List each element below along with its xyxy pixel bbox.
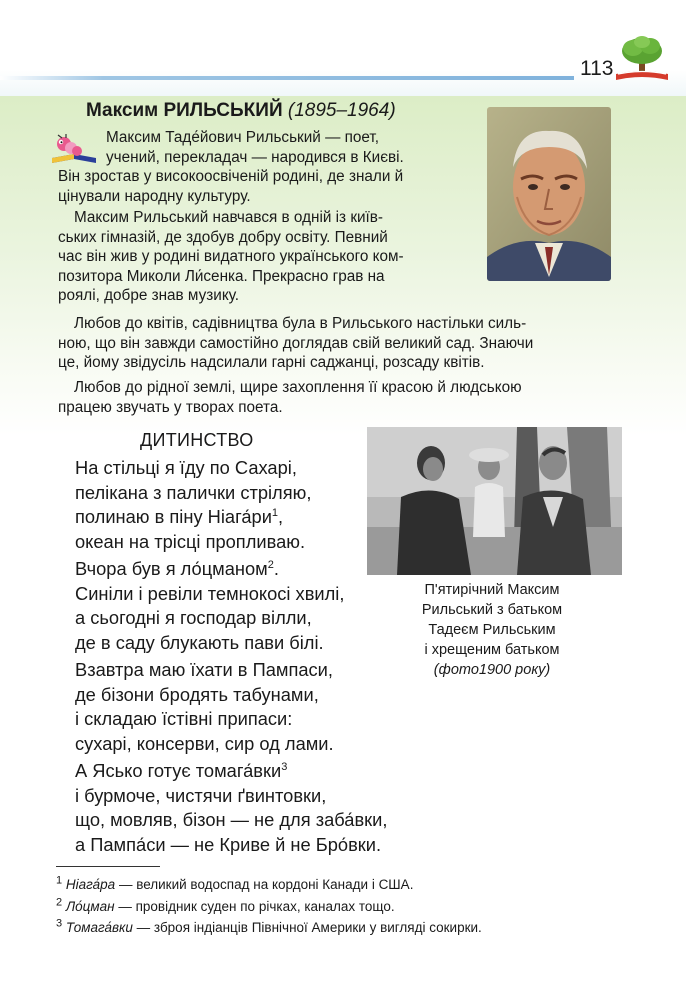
- footnote-divider: [56, 866, 160, 867]
- page-number: 113: [580, 57, 614, 80]
- tree-book-icon: [612, 34, 672, 82]
- bio-paragraph-3: Любов до квітів, садівництва була в Рильського настільки силь- ною, що він завжди самостійно доглядав свій великий сад. Знаючи це, йому звідусіль надсилали гарні саджанці, розсаду квітів.: [58, 315, 534, 371]
- footnote-3: $^3$ Томага́вки — зброя індіанців Північної Америки у вигляді сокирки.: [56, 917, 482, 935]
- footnote-ref-1[interactable]: 1: [271, 506, 279, 519]
- bio-paragraph-1a: Максим Таде́йович Рильський — поет, учений, перекладач — народився в Києві.: [106, 129, 404, 166]
- bio-paragraph-4: Любов до рідної землі, щире захоплення її красою й людською працею звучать у творах поета.: [58, 379, 522, 416]
- footnote-2: $^2$ Ло́цман — провідник суден по річках, каналах тощо.: [56, 896, 395, 914]
- poem-stanza-1: На стільці я їду по Сахарі, пелікана з палички стріляю, полинаю в піну $Ніага́ри^1$, океан на трісці пропливаю.: [75, 457, 312, 552]
- footnote-ref-3[interactable]: 3: [281, 760, 288, 773]
- footnotes: [56, 874, 482, 939]
- photo-caption: П'ятирічний Максим Рильський з батьком Тадеєм Рильським і хрещеним батьком (фото1900 року): [421, 582, 563, 678]
- author-title: [86, 100, 396, 122]
- bookworm-icon: [44, 132, 100, 168]
- author-dates: (1895–1964): [287, 100, 396, 121]
- page-header-band: [0, 0, 686, 100]
- author-name: Максим РИЛЬСЬКИЙ: [86, 100, 283, 121]
- poem-title: ДИТИНСТВО: [140, 430, 254, 450]
- bio-paragraph-2: Максим Рильський навчався в одній із київ- ських гімназій, де здобув добру освіту. Певний час він жив у родині видатного українського ком- позитора Миколи Ли́сенка. Прекрасно грав на роялі, добре знав музику.: [58, 209, 404, 304]
- bio-paragraph-1b: Він зростав у високоосвіченій родині, де знали й цінували народну культуру.: [58, 168, 404, 205]
- author-portrait: [487, 107, 611, 281]
- poem-stanza-3: Взавтра маю їхати в Пампаси, де бізони бродять табунами, і складаю їстівні припаси: сухарі, консерви, сир од лами.: [75, 659, 334, 754]
- header-rule: [0, 76, 574, 80]
- poem-stanza-4: А Ясько готує томага́вки$^3$ і бурмоче, чистячи ґвинтовки, що, мовляв, бізон — не для заба́вки, а Пампа́си — не Криве й не Бро́вки.: [75, 760, 388, 855]
- footnote-ref-2[interactable]: 2: [267, 558, 274, 571]
- poem-stanza-2: Вчора був я ло́цманом$^2$. Синіли і ревіли темнокосі хвилі, а сьогодні я господар вілли, де в саду блукають пави білі.: [75, 558, 345, 653]
- family-photo: [367, 427, 622, 575]
- footnote-1: $^1$ Ніага́ра — великий водоспад на кордоні Канади і США.: [56, 874, 414, 892]
